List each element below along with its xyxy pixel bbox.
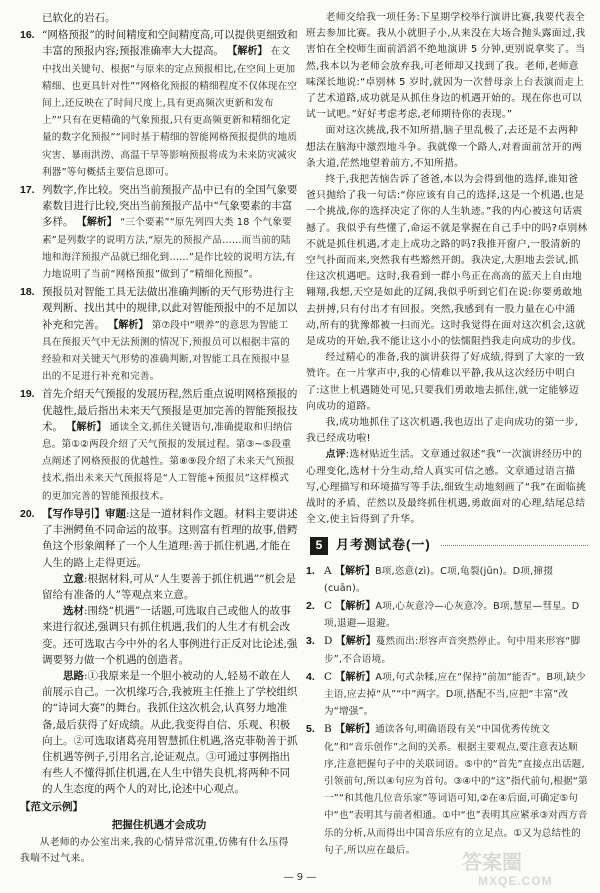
essay-paragraph: 经过精心的准备,我的演讲获得了好成绩,得到了大家的一致赞许。在一片掌声中,我的心情难以平静,我从这次经历中明白了:这世上机遇随处可见,只要我们勇敢地去抓住,就一定能够迈向成功的道路。	[306, 352, 585, 412]
answer-item-2	[306, 598, 588, 632]
essay-paragraph: 面对这次挑战,我不知所措,脑子里乱极了,去还是不去两种想法在脑海中激烈地斗争。我就像一个路人,对着面前岔开的两条大道,茫然地望着前方,不知所措。	[306, 125, 583, 169]
analysis-text: “三个要素”“原先列四大类 18 个气象要素”是列数字的说明方法,“原先的预报产品……而当前的陆地和海洋预报产品就已细化到……”是作比较的说明方法,有力地说明了当前“网格预报”做到了“精细化预报”。	[42, 217, 296, 281]
idea-text: :①我原来是一个胆小被动的人,轻易不敢在人前展示自己。一次机缘巧合,我被班主任推上了学校组织的“诗词大赛”的舞台。我抓住这次机会,认真努力地准备,最后获得了好成绩。从此,我变得自信、乐观、积极向上。②可选取诸葛亮用智慧抓住机遇,洛克菲勒善于抓住机遇等例子,引用名言,论证观点。③可通过事例指出有些人不懂得抓住机遇,在人生中错失良机,将两种不同的人生态度的两个人的对比,论述中心观点。	[42, 669, 298, 796]
essay-paragraph: 老师交给我一项任务:下星期学校举行演讲比赛,我要代表全班去参加比赛。我从小就胆子小,从来没在大场合抛头露面过,我害怕在全校师生面前滔滔不绝地演讲 5 分钟,更别说拿奖了。当然,我本以为老师会放弃我,可老师却又找到了我。老师,老师意味深长地说:“卓别林 5 岁时,就因为一次替母亲上台表演而走上了艺术道路,成功就是从抓住身边的机遇开始的。现在你也可以试一试吧。”好好考虑考虑,老师期待你的表现。”	[306, 12, 586, 121]
answer-text: 列数字,作比较。突出当前预报产品中已有的全国气象要素数目进行比较,突出当前预报产品中“气象要素的丰富多样。	[42, 184, 298, 229]
answer-item-1	[306, 563, 588, 597]
answer-choice: B	[324, 723, 332, 736]
section-divider	[441, 545, 588, 546]
item-number: 16.	[20, 29, 35, 42]
answer-item-20	[20, 506, 298, 798]
item-number: 5.	[306, 723, 315, 736]
answer-choice: D	[324, 635, 333, 648]
watermark-domain: MXQE.COM	[478, 874, 553, 888]
analysis-tag: 【 解析 】	[77, 217, 117, 228]
writing-guide-heading: 【写作导引】审题	[42, 507, 126, 520]
comment-text: :选材贴近生活。文章通过叙述“我”一次演讲经历中的心理变化,选材十分生动,给人真实可信之感。文章通过语言描写,心理描写和环境描写等手法,细致生动地刻画了“我”在面临挑战时的矛盾、茫然以及最终抓住机遇,勇敢面对的心理,结尾总结全文,使主旨得到了升华。	[306, 449, 587, 526]
essay-paragraph: 从老师的办公室出来,我的心情异常沉重,仿佛有什么压得我喘不过气来。	[20, 836, 289, 865]
analysis-text: 通读各句,明确语段有关“中国优秀传统文化”和“音乐创作”之间的关系。根据主要观点,要注意表达顺序,注意把握句子中的关联词语。⑤中的“首先”直接点出话题,引领前句,所以④句应为首句。③④中的“这”指代前句,根据“第一”“和其他几位音乐家”等词语可知,②在④后面,可确定⑤句中“也”表明其与前者相通。①中“也”表明其应紧承③对西方音乐的分析,从而得出中国音乐应有的立足点。①又为总结性的句子,所以应在最后。	[324, 724, 588, 856]
watermark-text: 答案圈	[462, 850, 522, 874]
analysis-tag: 【 解析 】	[335, 601, 375, 612]
analysis-tag: 【 解析 】	[108, 320, 148, 331]
watermark-logo	[458, 845, 590, 889]
analysis-text: B项,恣意(zì)。C项,龟裂(jūn)。D项,撺掇(cuān)。	[324, 565, 553, 594]
answer-text: 预报员对智能工具无法做出准确判断的天气形势进行主观判断、找出其中的规律,以此对智能预报中的不足加以补充和完善。	[42, 286, 298, 331]
item-number: 20.	[20, 507, 35, 520]
analysis-text: 第⑦段中“喂养”的意思为智能工具在预报天气中无法预测的情况下,预报员可以根据丰富的经验和对关键天气形势的准确判断,对智能工具在预报中显出的不足进行补充和完善。	[42, 319, 291, 383]
sample-essay-label: 【范文示例】	[20, 800, 83, 813]
concept-text: :根据材料,可从“人生要善于抓住机遇”“机会是留给有准备的人”等观点来立意。	[42, 572, 296, 601]
analysis-tag: 【 解析 】	[335, 672, 375, 683]
page-number: — 9 —	[283, 872, 317, 883]
answer-choice: C	[324, 670, 333, 683]
answer-item-17	[20, 182, 298, 283]
answer-item-16	[20, 27, 298, 181]
analysis-text: 通读全文,抓住关键语句,准确提取和归纳信息。第①②两段介绍了天气预报的发展过程。第③~⑤段重点阐述了网格预报的优越性。第⑧⑨段介绍了未来天气预报技术,指出未来天气预报将是“人工智能+预报员”这样模式的更加完善的智能预报技术。	[42, 421, 295, 502]
analysis-text: 在文中找出关键句、根据“与原来的定点预报相比,在空间上更加精细、也更具针对性”“网格化预报的精细程度不仅体现在空间上,还反映在了时间尺度上,具有更高频次更新和发布上”“只有在更精确的气象预报,只有更高频更新和精细化定量的数字化预报”“同时基于精细的智能网格预报提供的地质灾害、暴雨洪涝、高温干旱等影响预报将成为未来防灾减灾利器”等句概括主要信息即可。	[42, 46, 298, 178]
answer-item-19	[20, 386, 298, 504]
writing-guide-text: :这是一道材料作文题。材料主要讲述了丰洲鳄鱼不同命运的故事。这则富有哲理的故事,借鳄鱼这个形象阐释了一个人生道理:善于抓住机遇,才能在人生的路上走得更远。	[42, 507, 298, 569]
answer-item-3	[306, 633, 588, 667]
item-number: 18.	[20, 286, 35, 299]
comment-label: 点评	[325, 449, 346, 461]
analysis-tag: 【 解析 】	[335, 566, 375, 577]
answer-item-18	[20, 284, 298, 385]
answer-text: 首先介绍天气预报的发展历程,然后重点说明网格预报的优越性,最后指出未来天气预报是更加完善的智能预报技术。	[42, 388, 298, 433]
item-number: 1.	[306, 564, 315, 577]
analysis-tag: 【 解析 】	[335, 724, 375, 735]
material-label: 选材	[63, 605, 84, 618]
analysis-text: A项,心灰意冷—心灰意冷。B项,慧星—彗星。D项,退避—退避。	[324, 600, 580, 630]
answer-choice: C	[324, 599, 333, 612]
analysis-text: 蔓然而出:形容声音突然停止。句中用来形容“脚步”,不合语境。	[324, 636, 581, 665]
section-title: 月考测试卷(一)	[336, 537, 431, 553]
section-number-badge: 5	[310, 537, 328, 555]
essay-title: 把握住机遇才会成功	[111, 818, 207, 831]
item-number: 4.	[306, 670, 315, 683]
analysis-tag: 【 解析 】	[227, 46, 267, 57]
essay-paragraph: 我,成功地抓住了这次机遇,我也迈出了走向成功的第一步,我已经成功啦!	[306, 417, 579, 445]
item-number: 2.	[306, 599, 315, 612]
material-text: :围绕“机遇”一话题,可选取自己或他人的故事来进行叙述,强调只有抓住机遇,我们的人生才有机会改变。还可选取古今中外的名人事例进行正反对比论述,强调要努力做一个机遇的创造者。	[42, 605, 298, 666]
left-column	[20, 10, 298, 867]
right-column	[306, 10, 588, 860]
analysis-tag: 【 解析 】	[66, 422, 106, 433]
analysis-tag: 【 解析 】	[336, 636, 376, 647]
answer-text: “网格预报”的时间精度和空间精度高,可以提供更细致和丰富的预报内容;预报准确率大大提高。	[42, 29, 298, 58]
section-header	[310, 537, 588, 555]
item-number: 3.	[306, 635, 315, 648]
concept-label: 立意	[63, 572, 84, 585]
item-number: 19.	[20, 388, 35, 401]
idea-label: 思路	[63, 669, 84, 682]
answer-choice: A	[324, 564, 332, 577]
essay-paragraph: 终于,我把苦恼告诉了爸爸,本以为会得到他的选择,谁知爸爸只抛给了我一句话:“你应该有自己的选择,这是一个机遇,也是一个挑战,你的选择决定了你的人生轨迹。”我的内心被这句话震撼了。我似乎有些懂了,命运不就是掌握在自己手中的吗?卓别林不就是抓住机遇,才走上成功之路的吗?我推开窗户,一股清新的空气扑面而来,突然我有些豁然开朗。我决定,大胆地去尝试,抓住这次机遇吧。这时,我看到一群小鸟正在高高的蓝天上自由地翱翔,我想,天空是如此的辽阔,我似乎听到它们在说:你要勇敢地去拼搏,只有付出才有回报。突然,我感到有一股力量在心中涌动,所有的犹豫都被一扫而光。这时我觉得在面对这次机会,这就是成功的开始,我不能让这小小的怯懦阻挡我走向成功的步伐。	[306, 174, 588, 348]
answer-item-4	[306, 669, 588, 721]
answer-item-5	[306, 721, 588, 859]
item-number: 17.	[20, 184, 35, 197]
continued-text: 已软化的岩石。	[42, 12, 116, 24]
analysis-text: A项,句式杂糅,应在“保持”前加“能否”。B项,缺少主语,应去掉“从”“中”两字。D项,搭配不当,应把“丰富”改为“增强”。	[324, 671, 586, 718]
